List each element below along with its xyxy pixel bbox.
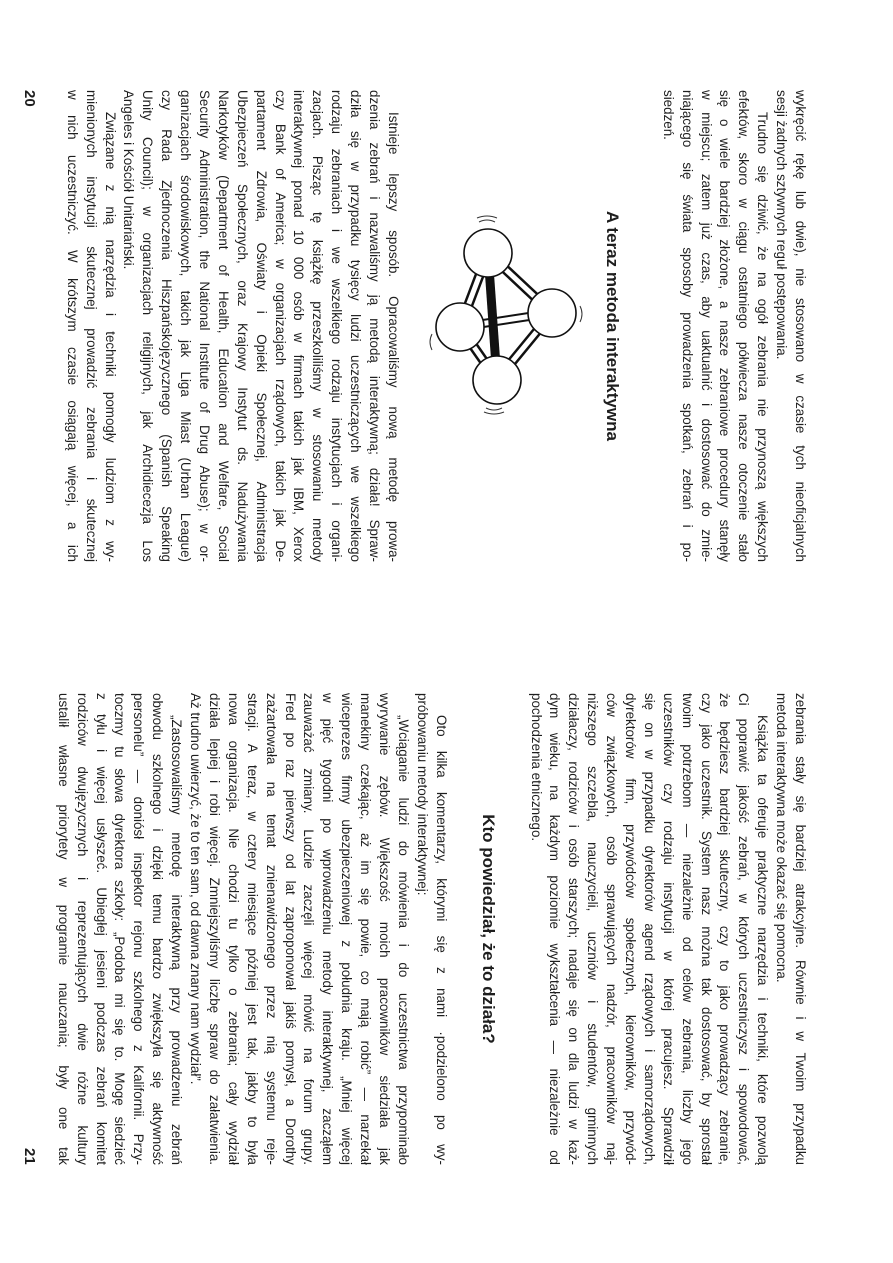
text-line: „Zastosowaliśmy metodę interaktywną przy prowadzeniu zebrań xyxy=(169,715,185,1165)
text-line: pochodzenia etnicznego. xyxy=(528,693,544,842)
text-line: czy Rada Zjednoczenia Hiszpańskojęzycznego (Spanish Speaking xyxy=(159,90,175,562)
text-line: dym wieku, na każdym poziomie wykształcenia — niezależnie od xyxy=(547,693,563,1165)
text-line: ustalił własne priorytety w programie nauczania; były one tak xyxy=(55,693,71,1165)
page-number: 20 xyxy=(21,90,38,107)
text-line: zebrania stały się bardziej atrakcyjne. Równie i w Twoim przypadku xyxy=(793,693,808,1165)
text-line: w miejscu; zatem już czas, aby uaktualnić i dostosować do zmie- xyxy=(698,90,714,562)
text-line: Security Administration, the National Institute of Drug Abuse); w or- xyxy=(196,90,212,562)
text-line: w nich uczestniczyć. W krótszym czasie osiągają więcej, a ich xyxy=(64,90,80,562)
text-line: dzenia zebrań i nazwaliśmy ją metodą interaktywną; działa! Spraw- xyxy=(366,90,382,562)
text-line: manekiny czekając, aż im się powie, co mają robić” — narzekał xyxy=(358,693,374,1165)
text-line: ganizacjach środowiskowych, takich jak Liga Miast (Urban League) xyxy=(178,90,194,562)
text-line: obwodu szkolnego i dzięki temu bardzo zwiększyła się aktywność xyxy=(150,693,166,1165)
text-line: efektów, skoro w ciągu ostatniego półwiecza nasze otoczenie stało xyxy=(736,90,752,562)
text-line: zażartowała na temat znienawidzonego przez nią systemu reje- xyxy=(263,693,279,1165)
text-line: uczestników czy rodzaju instytucji w której pracujesz. Sprawdził xyxy=(660,693,676,1165)
paragraph xyxy=(771,90,809,562)
text-line: toczmy tu słowa dyrektora szkoły: „Podoba mi się to. Mogę siedzieć xyxy=(112,693,128,1165)
text-line: czy Bank of America; w organizacjach rządowych, takich jak De- xyxy=(272,90,288,562)
text-line: metoda interaktywna może okazać się pomocna. xyxy=(774,693,790,983)
text-line: sesji żadnych sztywnych reguł postępowania. xyxy=(774,90,790,360)
text-line: że będziesz bardziej skuteczny, czy to jako prowadzący zebranie, xyxy=(717,693,733,1165)
text-line: mienionych instytucji skutecznej prowadzić zebrania i skutecznej xyxy=(83,90,99,562)
text-line: siedzeń. xyxy=(660,90,676,140)
text-line: interaktywnej ponad 10 000 osób w firmach takich jak IBM, Xerox xyxy=(291,90,307,562)
text-line: Angeles i Kościół Unitariański. xyxy=(121,90,137,270)
paragraph xyxy=(771,693,809,1165)
text-line: stracji. A teraz, w cztery miesiące później jest tak, jakby to była xyxy=(244,693,260,1165)
text-line: Aż trudno uwierzyć, że to ten sam, od dawna znany nam wydział”. xyxy=(188,693,204,1085)
text-line: wyrywanie zębów. Większość moich pracowników siedziała jak xyxy=(376,693,392,1165)
section-heading: A teraz metoda interaktywna xyxy=(602,211,622,441)
text-line: dziła się w przypadku tysięcy ludzi uczestniczących we wszelkiego xyxy=(348,90,364,562)
text-line: Oto kilka komentarzy, którymi się z nami ·podzielono po wy- xyxy=(433,715,449,1165)
text-line: niającego się świata sposoby prowadzenia spotkań, zebrań i po- xyxy=(679,90,695,562)
paragraph xyxy=(185,693,412,1165)
text-line: wykręcić rękę lub dwie), nie stosowano w czasie tych nieoficjalnych xyxy=(793,90,808,562)
text-line: twoim potrzebom — niezależnie od celów zebrania, liczby jego xyxy=(679,693,695,1165)
text-line: dyrektorów firm, przywódców społecznych, kierowników, przywód- xyxy=(622,693,638,1165)
text-line: próbowaniu metody interaktywnej: xyxy=(414,693,430,896)
text-line: Fred po raz pierwszy od lat zaproponował jakiś pomysł, a Dorothy xyxy=(282,693,298,1165)
text-line: rodziców dwujęzycznych i reprezentujących dwie różne kultury xyxy=(74,693,90,1165)
page-20-column xyxy=(62,90,809,562)
text-line: nowa organizacja. Nie chodzi tu tylko o zebrania; cały wydział xyxy=(225,693,241,1165)
text-line: personelu” — doniósł inspektor rejonu szkolnego z Kalifornii. Przy- xyxy=(131,693,147,1165)
text-line: Książka ta oferuje praktyczne narzędzia i techniki, które pozwolą xyxy=(755,715,771,1165)
paragraph xyxy=(658,90,771,562)
text-line: Ci poprawić jakość zebrań, w których uczestniczysz i spowodować, xyxy=(736,693,752,1165)
text-line: partament Zdrowia, Oświaty i Opieki Społecznej, Administracja xyxy=(253,90,269,562)
page-21-column xyxy=(53,693,809,1165)
paragraph xyxy=(53,693,185,1165)
text-line: działa lepiej i robi więcej. Zmniejszyliśmy liczbę spraw do załatwienia. xyxy=(206,693,222,1165)
section-heading: Kto powiedział, że to działa? xyxy=(478,814,498,1044)
text-line: Istnieje lepszy sposób. Opracowaliśmy nową metodę prowa- xyxy=(385,112,401,562)
paragraph xyxy=(526,693,772,1165)
text-line: się o wiele bardziej złożone, a nasze zebraniowe procedury stanęły xyxy=(717,90,733,562)
text-line: Związane z nią narzędzia i techniki pomogły ludziom z wy- xyxy=(102,112,118,562)
text-line: w pięć tygodni po wprowadzeniu metody interaktywnej, zacząłem xyxy=(320,693,336,1165)
text-line: Ubezpieczeń Społecznych, oraz Krajowy Instytut ds. Nadużywania xyxy=(234,90,250,562)
paragraph xyxy=(412,693,450,1165)
text-line: niższego szczebla, nauczycieli, uczniów i studentów, gminnych xyxy=(585,693,601,1165)
text-line: rodzaju zebraniach i we wszelkiego rodzaju instytucjach i organi- xyxy=(329,90,345,562)
text-line: się on w przypadku dyrektorów agend rządowych i samorządowych, xyxy=(641,693,657,1165)
text-line: ców związkowych, osób sprawujących nadzór, pracowników naj- xyxy=(604,693,620,1165)
text-line: z tyłu i więcej usłyszeć. Ubiegłej jesieni podczas zebrań komitet xyxy=(93,693,109,1165)
text-line: działaczy, rodziców i osób starszych; nadaje się on dla ludzi w każ- xyxy=(566,693,582,1165)
paragraph xyxy=(62,90,119,562)
text-line: „Wciąganie ludzi do mówienia i do uczestnictwa przypominało xyxy=(395,715,411,1165)
text-line: Trudno się dziwić, że na ogół zebrania nie przynoszą większych xyxy=(755,112,771,562)
text-line: Unity Council); w organizacjach religijnych, jak Archidiecezja Los xyxy=(140,90,156,562)
text-line: wiceprezes firmy ubezpieczeniowej z południa kraju. „Mniej więcej xyxy=(339,693,355,1165)
molecule-illustration xyxy=(420,90,590,562)
text-line: czy jako uczestnik. System nasz można tak dostosować, by sprostał xyxy=(698,693,714,1165)
text-line: Narkotyków (Department of Health, Education and Welfare, Social xyxy=(215,90,231,562)
page-number: 21 xyxy=(21,1148,38,1165)
text-line: zauważać zmiany. Ludzie zaczęli więcej mówić na forum grupy. xyxy=(301,693,317,1165)
text-line: zacjach. Pisząc tę książkę przeszkoliliśmy w stosowaniu metody xyxy=(310,90,326,562)
paragraph xyxy=(119,90,402,562)
molecule-icon xyxy=(420,90,590,562)
